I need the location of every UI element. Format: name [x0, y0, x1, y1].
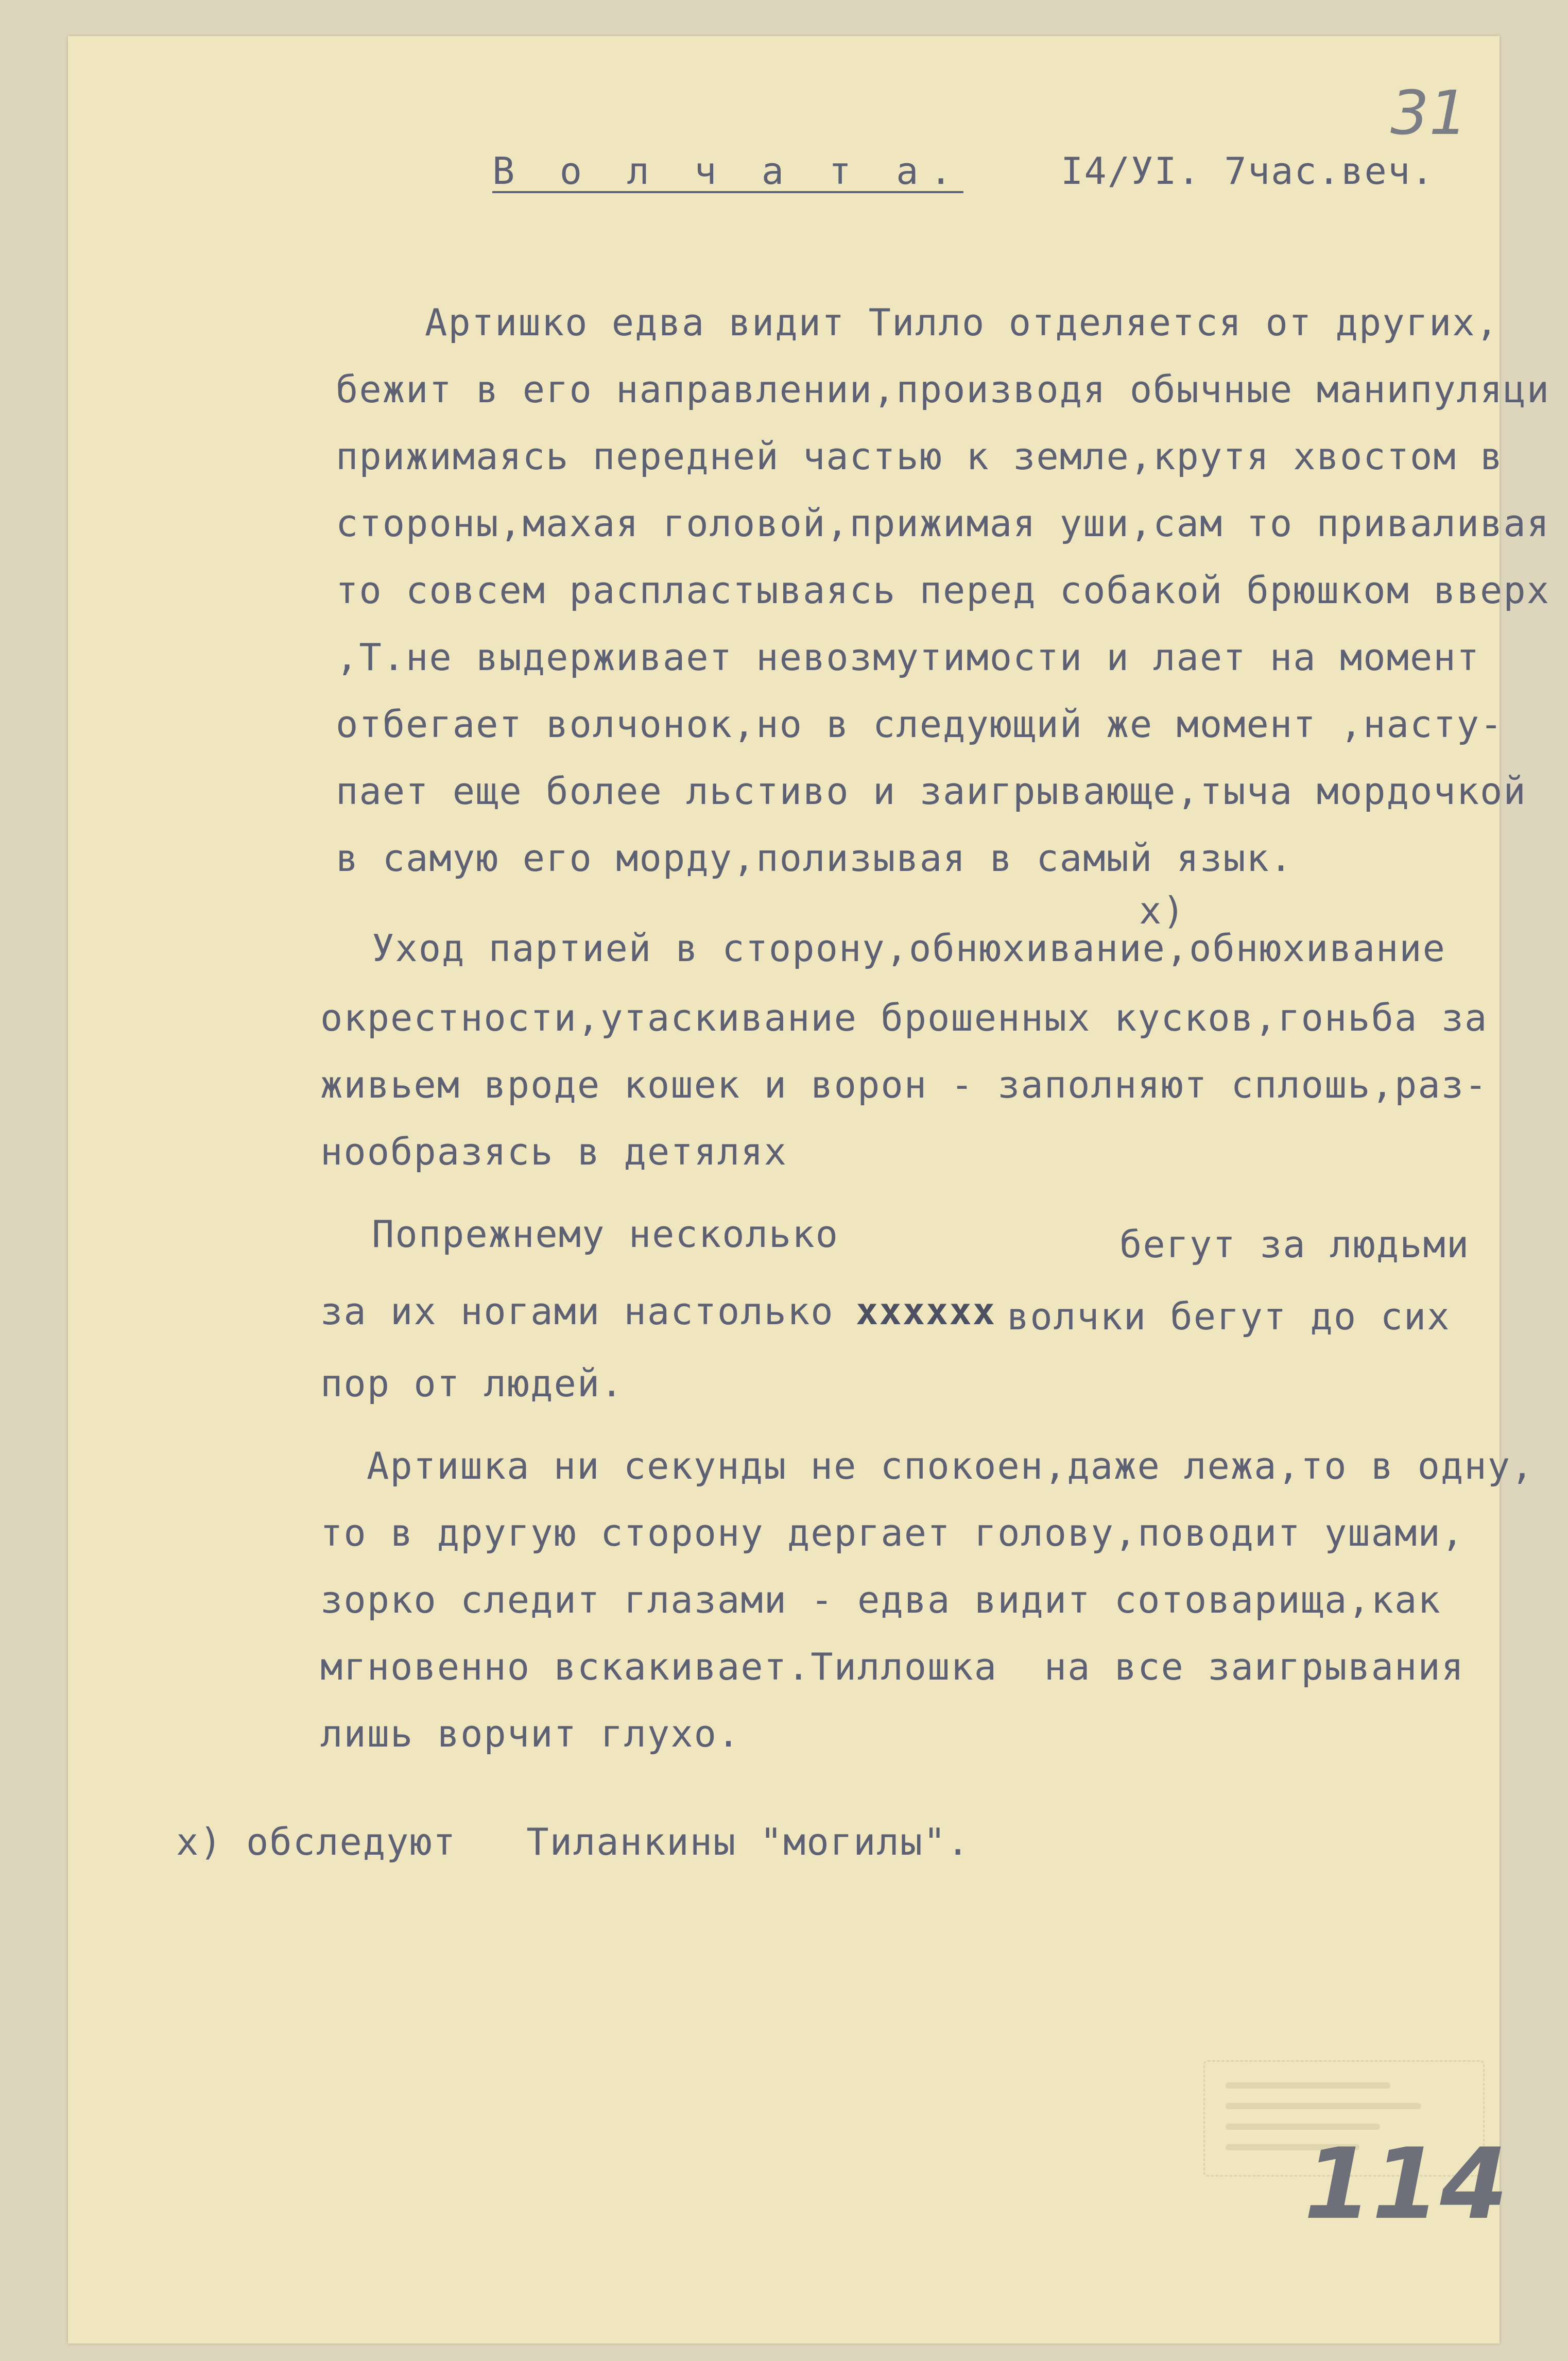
text-line: зорко следит глазами - едва видит сотоварища,как — [320, 1578, 1441, 1621]
text-line: бегут за людьми — [1119, 1223, 1470, 1266]
text-line: Артишко едва видит Тилло отделяется от других, — [425, 301, 1499, 344]
text-line: лишь ворчит глухо. — [320, 1712, 741, 1755]
text-line: Артишка ни секунды не спокоен,даже лежа,то в одну, — [367, 1444, 1535, 1487]
footnote-marker: x) — [1139, 889, 1186, 932]
text-line: бежит в его направлении,производя обычные манипуляци — [336, 368, 1550, 411]
text-line: в самую его морду,полизывая в самый язык. — [336, 836, 1294, 880]
text-line: пает еще более льстиво и заигрывающе,тыча мордочкой — [336, 769, 1527, 813]
document-date-time: I4/УI. 7час.веч. — [1061, 149, 1435, 193]
page-number: 31 — [1390, 77, 1468, 148]
document-page — [68, 36, 1550, 2343]
text-line: то совсем распластываясь перед собакой брюшком вверх — [336, 569, 1550, 612]
text-line: окрестности,утаскивание брошенных кусков,гоньба за — [320, 996, 1488, 1039]
text-line: отбегает волчонок,но в следующий же момент ,насту- — [336, 703, 1504, 746]
text-line: нообразясь в детялях — [320, 1130, 787, 1173]
text-line: живьем вроде кошек и ворон - заполняют сплошь,раз- — [320, 1063, 1488, 1106]
text-line: пор от людей. — [320, 1362, 624, 1405]
text-line: Попрежнему несколько — [372, 1212, 839, 1256]
text-line: Уход партией в сторону,обнюхивание,обнюхивание — [372, 927, 1446, 970]
footnote: x) обследуют Тиланкины "могилы". — [176, 1820, 970, 1863]
stamp-line — [1226, 2082, 1390, 2089]
struck-word: хххххх — [856, 1290, 996, 1333]
stamp-line — [1226, 2103, 1421, 2109]
document-title: В о л ч а т а. — [492, 149, 963, 193]
archive-number: 114 — [1304, 2127, 1508, 2241]
text-line: прижимаясь передней частью к земле,крутя хвостом в — [336, 435, 1504, 478]
text-line: за их ногами настолько — [320, 1290, 834, 1333]
text-line: стороны,махая головой,прижимая уши,сам то приваливая — [336, 502, 1550, 545]
text-line: волчки бегут до сих — [1007, 1295, 1451, 1338]
text-line: ,Т.не выдерживает невозмутимости и лает на момент — [336, 636, 1480, 679]
text-line: то в другую сторону дергает голову,поводит ушами, — [320, 1511, 1465, 1554]
text-line: мгновенно вскакивает.Тиллошка на все заигрывания — [320, 1645, 1465, 1688]
